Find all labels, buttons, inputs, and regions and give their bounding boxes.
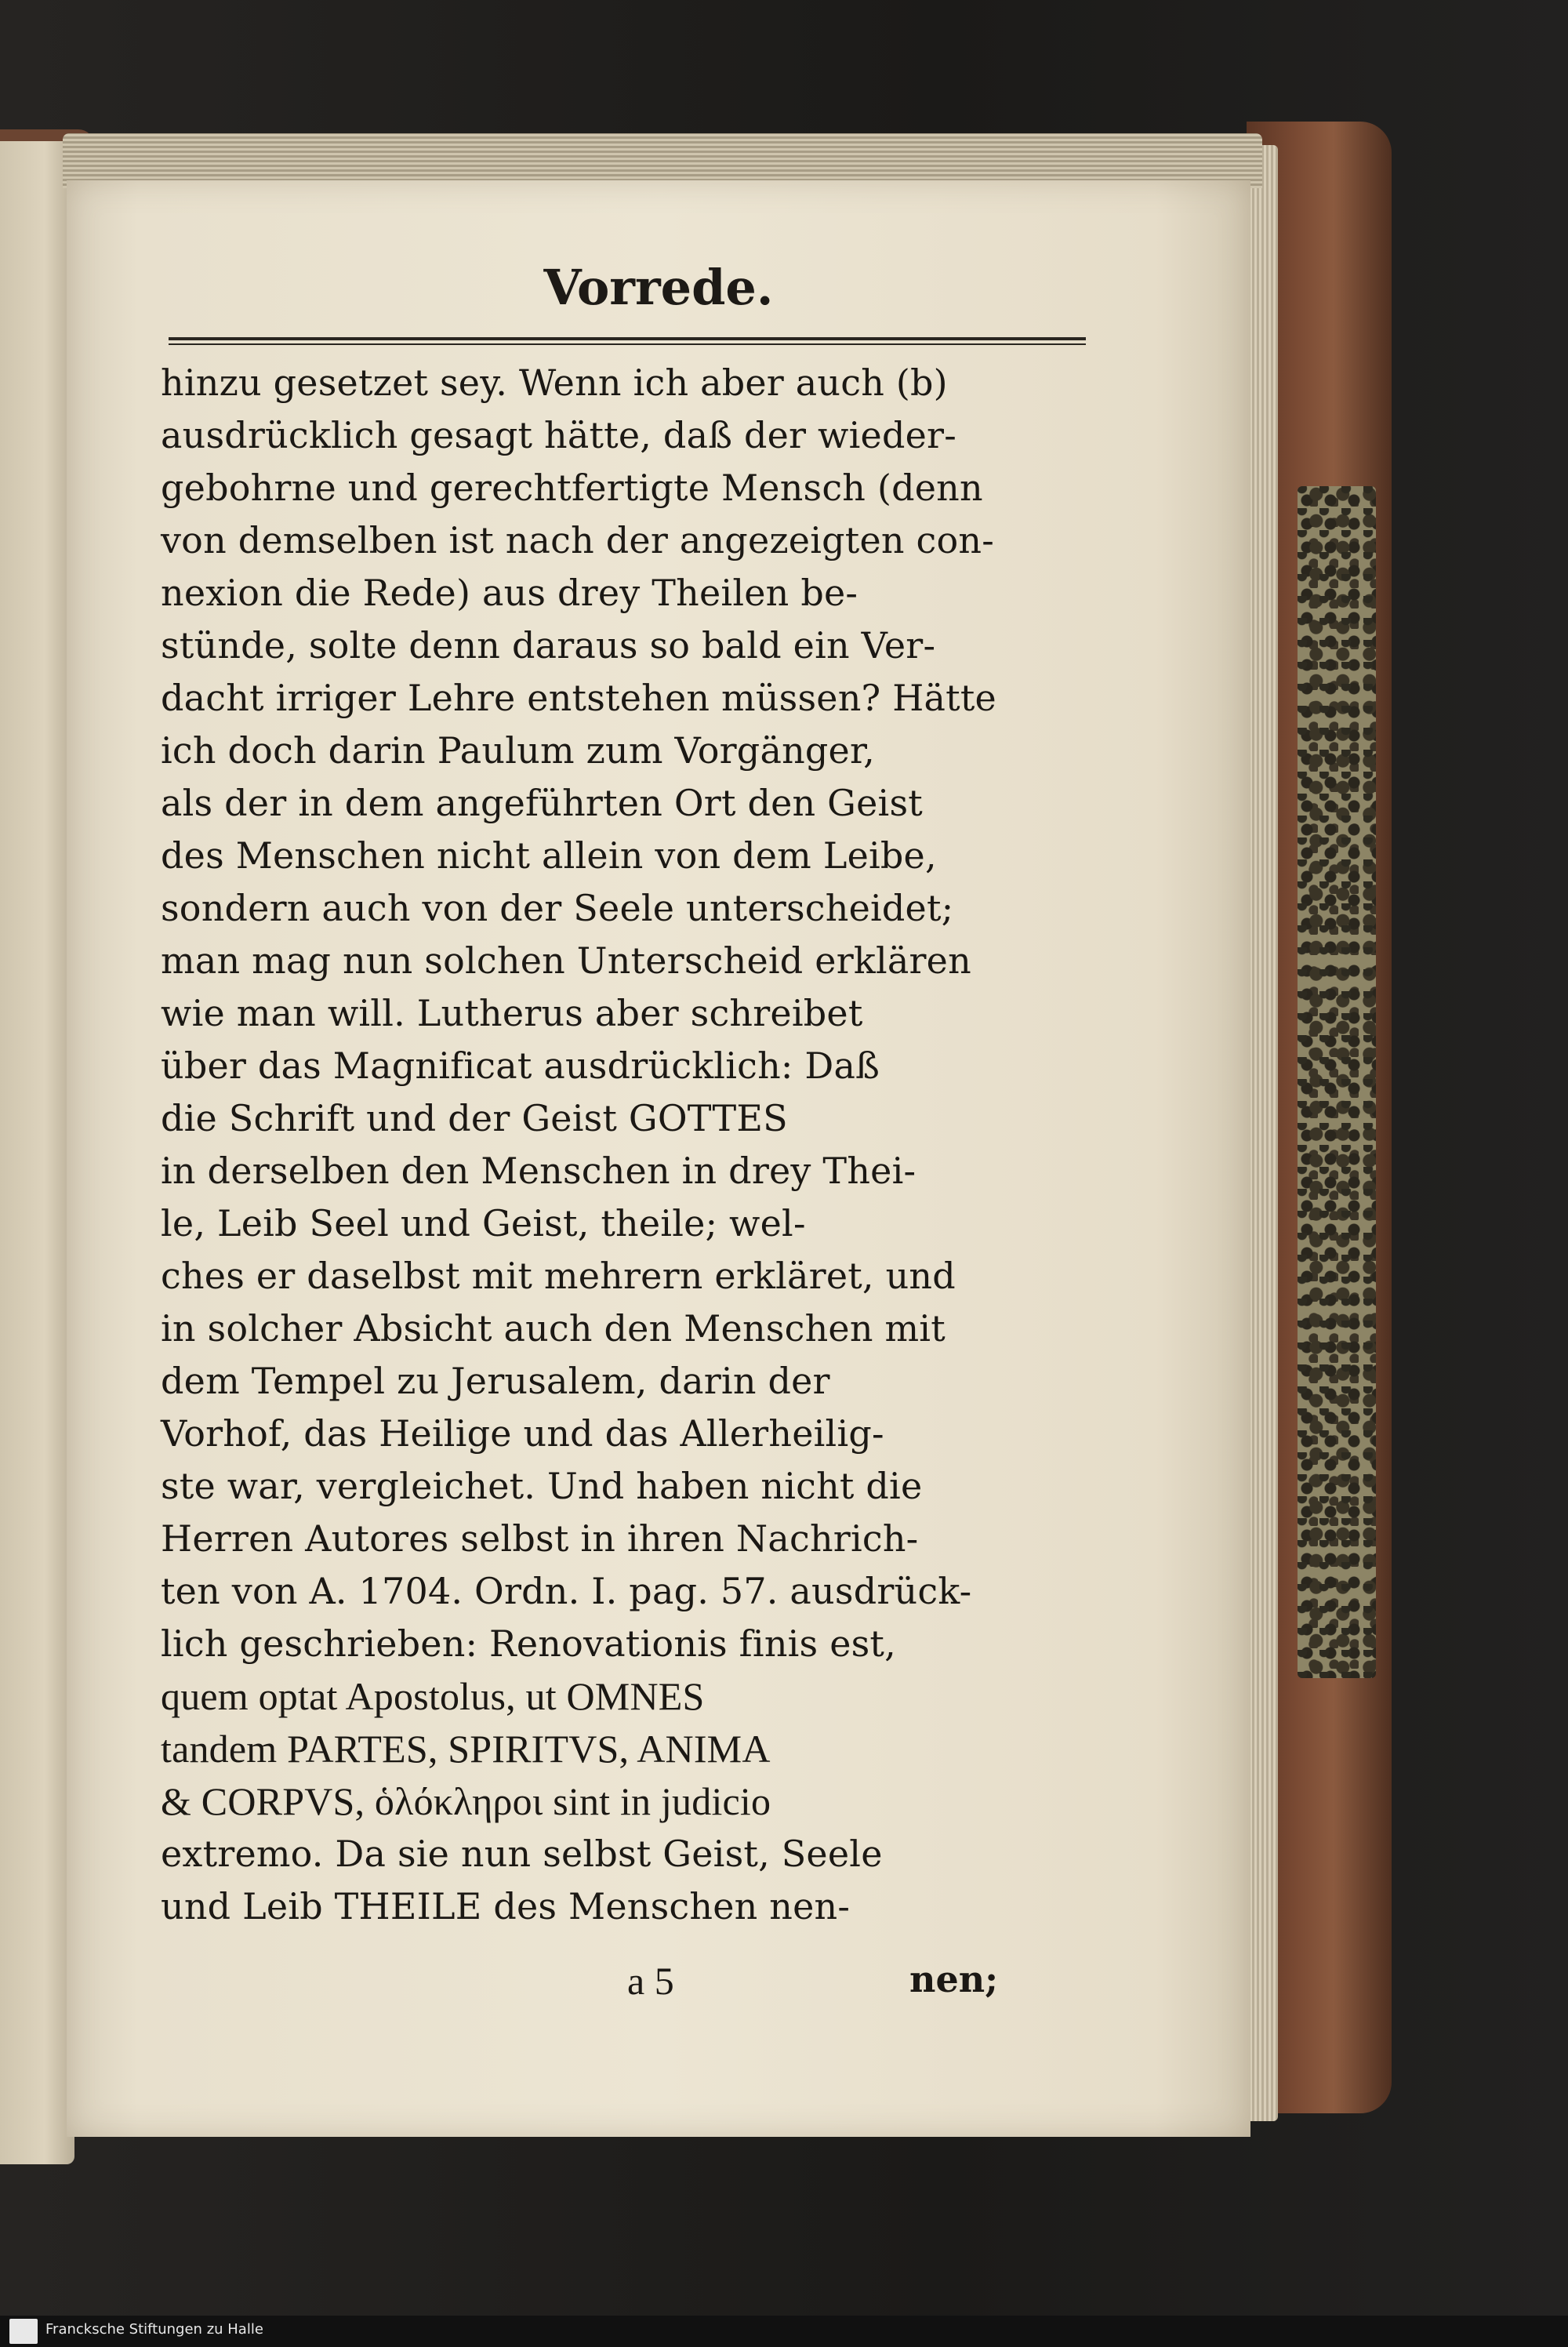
text-line: hinzu gesetzet sey. Wenn ich aber auch (b) bbox=[161, 361, 948, 404]
running-head: Vorrede. bbox=[543, 259, 774, 316]
text-line: dem Tempel zu Jerusalem, darin der bbox=[161, 1360, 830, 1402]
body-text bbox=[161, 357, 1094, 1933]
text-line: die Schrift und der Geist GOTTES bbox=[161, 1097, 788, 1139]
text-line: lich geschrieben: Renovationis finis est, bbox=[161, 1622, 896, 1665]
text-line: des Menschen nicht allein von dem Leibe, bbox=[161, 834, 937, 877]
header-rule-thin bbox=[169, 343, 1086, 345]
text-line: Vorhof, das Heilige und das Allerheilig- bbox=[161, 1412, 884, 1455]
text-line: gebohrne und gerechtfertigte Mensch (denn bbox=[161, 467, 983, 509]
text-line: extremo. Da sie nun selbst Geist, Seele bbox=[161, 1833, 883, 1875]
facing-page bbox=[0, 141, 74, 2164]
header-rule bbox=[169, 337, 1086, 340]
text-line: ten von A. 1704. Ordn. I. pag. 57. ausdrück- bbox=[161, 1570, 972, 1612]
text-line: sondern auch von der Seele unterscheidet; bbox=[161, 887, 954, 929]
text-line: ches er daselbst mit mehrern erkläret, und bbox=[161, 1255, 956, 1297]
text-line: und Leib THEILE des Menschen nen- bbox=[161, 1885, 851, 1927]
text-line: wie man will. Lutherus aber schreibet bbox=[161, 992, 863, 1034]
text-line: ich doch darin Paulum zum Vorgänger, bbox=[161, 729, 875, 772]
text-line: Herren Autores selbst in ihren Nachrich- bbox=[161, 1517, 919, 1560]
cover-marbling bbox=[1298, 486, 1376, 1678]
text-line: in solcher Absicht auch den Menschen mit bbox=[161, 1307, 946, 1350]
text-line-latin: tandem PARTES, SPIRITVS, ANIMA bbox=[161, 1727, 771, 1771]
text-line-latin: quem optat Apostolus, ut OMNES bbox=[161, 1674, 705, 1718]
signature-mark: a 5 bbox=[627, 1959, 674, 2003]
text-line: man mag nun solchen Unterscheid erklären bbox=[161, 939, 971, 982]
text-line: von demselben ist nach der angezeigten con- bbox=[161, 519, 994, 561]
text-line: le, Leib Seel und Geist, theile; wel- bbox=[161, 1202, 806, 1244]
text-line: stünde, solte denn daraus so bald ein Ver- bbox=[161, 624, 936, 667]
text-line: ste war, vergleichet. Und haben nicht die bbox=[161, 1465, 923, 1507]
text-line: über das Magnificat ausdrücklich: Daß bbox=[161, 1045, 880, 1087]
footer-credit: Francksche Stiftungen zu Halle bbox=[45, 2321, 263, 2338]
text-line-latin: & CORPVS, ὁλόκληροι sint in judicio bbox=[161, 1779, 771, 1823]
institution-logo-icon bbox=[9, 2319, 38, 2344]
text-line: dacht irriger Lehre entstehen müssen? Hätte bbox=[161, 677, 996, 719]
text-line: nexion die Rede) aus drey Theilen be- bbox=[161, 572, 858, 614]
text-line: in derselben den Menschen in drey Thei- bbox=[161, 1150, 916, 1192]
book-page bbox=[67, 180, 1250, 2137]
catchword: nen; bbox=[909, 1958, 999, 2000]
text-line: ausdrücklich gesagt hätte, daß der wieder- bbox=[161, 414, 956, 456]
text-line: als der in dem angeführten Ort den Geist bbox=[161, 782, 923, 824]
